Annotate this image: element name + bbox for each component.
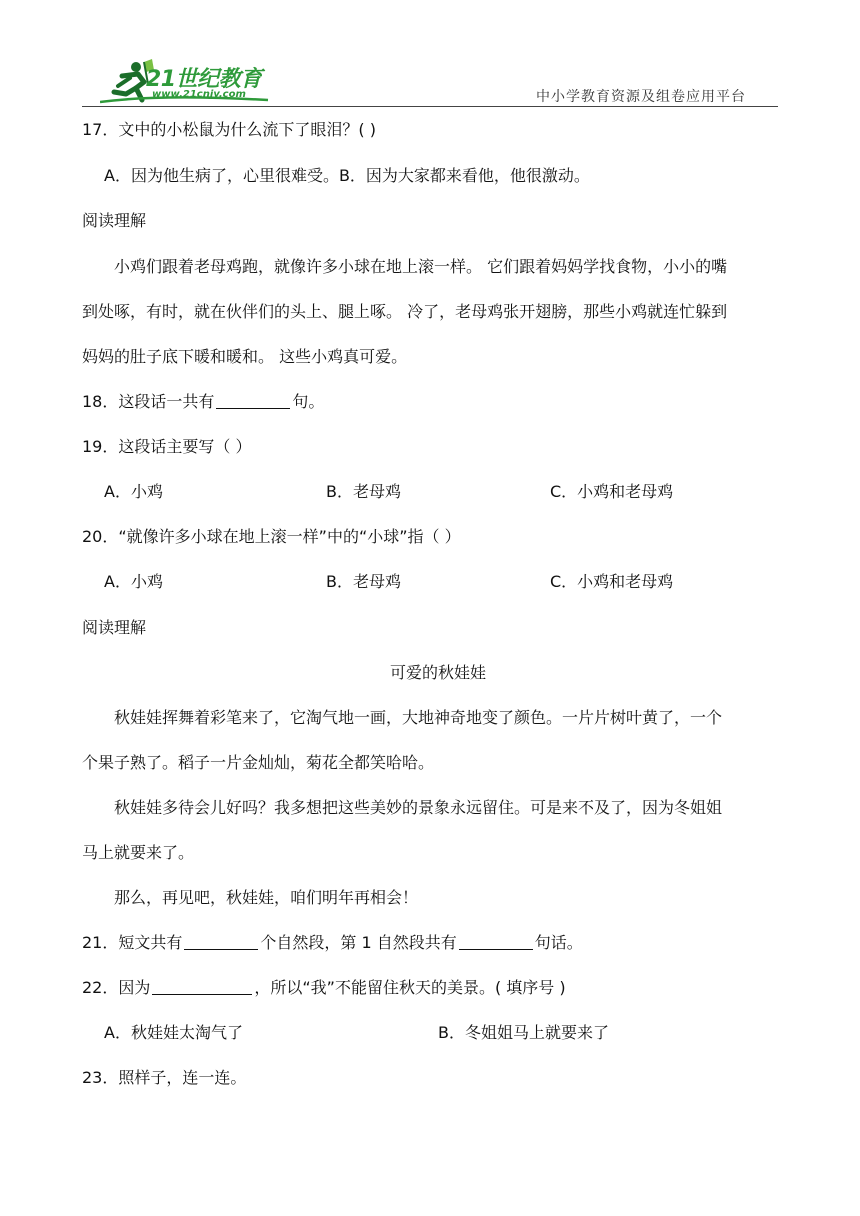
page-header — [0, 0, 860, 110]
answer-blank[interactable] — [459, 933, 533, 950]
question-22 — [82, 977, 566, 999]
question-20-option-c: C．小鸡和老母鸡 — [550, 572, 674, 591]
question-19-stem: 19．这段话主要写（ ） — [82, 437, 252, 456]
logo-url: www.21cnjy.com — [152, 89, 246, 100]
question-17-stem: 17．文中的小松鼠为什么流下了眼泪？( ) — [82, 120, 376, 139]
question-21-mid: 个自然段，第 1 自然段共有 — [260, 933, 457, 952]
question-17-options: A．因为他生病了，心里很难受。B．因为大家都来看他，他很激动。 — [104, 166, 590, 185]
question-18-pre: 18．这段话一共有 — [82, 392, 215, 411]
passage-1-line-1: 小鸡们跟着老母鸡跑，就像许多小球在地上滚一样。 它们跟着妈妈学找食物，小小的嘴 — [114, 257, 728, 276]
passage-2-line-1: 秋娃娃挥舞着彩笔来了，它淘气地一画，大地神奇地变了颜色。一片片树叶黄了，一个 — [114, 708, 723, 727]
question-18-post: 句。 — [292, 392, 325, 411]
question-19-option-b: B．老母鸡 — [326, 482, 401, 501]
question-22-pre: 22．因为 — [82, 978, 151, 997]
question-21-pre: 21．短文共有 — [82, 933, 183, 952]
answer-blank[interactable] — [152, 978, 252, 995]
section-1-label: 阅读理解 — [82, 211, 147, 230]
passage-2-title: 可爱的秋娃娃 — [390, 663, 487, 682]
question-20-option-a: A．小鸡 — [104, 572, 163, 591]
passage-1-line-3: 妈妈的肚子底下暖和暖和。 这些小鸡真可爱。 — [82, 347, 408, 366]
question-19-option-c: C．小鸡和老母鸡 — [550, 482, 674, 501]
question-22-post: ，所以“我”不能留住秋天的美景。( 填序号 ) — [254, 978, 566, 997]
question-22-option-b: B．冬姐姐马上就要来了 — [438, 1023, 609, 1042]
passage-2-line-2: 个果子熟了。稻子一片金灿灿，菊花全都笑哈哈。 — [82, 753, 435, 772]
question-20-option-b: B．老母鸡 — [326, 572, 401, 591]
answer-blank[interactable] — [184, 933, 258, 950]
question-18 — [82, 391, 324, 413]
question-22-option-a: A．秋娃娃太淘气了 — [104, 1023, 243, 1042]
answer-blank[interactable] — [216, 392, 290, 409]
logo-title: 21世纪教育 — [146, 67, 262, 92]
question-21 — [82, 932, 583, 954]
question-23-stem: 23．照样子，连一连。 — [82, 1068, 247, 1087]
passage-2-line-3: 秋娃娃多待会儿好吗？我多想把这些美妙的景象永远留住。可是来不及了，因为冬姐姐 — [114, 798, 723, 817]
passage-2-line-4: 马上就要来了。 — [82, 843, 195, 862]
question-20-stem: 20．“就像许多小球在地上滚一样”中的“小球”指（ ） — [82, 527, 461, 546]
passage-1-line-2: 到处啄，有时，就在伙伴们的头上、腿上啄。 冷了，老母鸡张开翅膀，那些小鸡就连忙躲到 — [82, 302, 728, 321]
header-divider — [82, 106, 778, 107]
section-2-label: 阅读理解 — [82, 618, 147, 637]
platform-name: 中小学教育资源及组卷应用平台 — [536, 89, 746, 105]
passage-2-line-5: 那么，再见吧，秋娃娃，咱们明年再相会！ — [114, 888, 419, 907]
question-19-option-a: A．小鸡 — [104, 482, 163, 501]
question-21-post: 句话。 — [534, 933, 583, 952]
